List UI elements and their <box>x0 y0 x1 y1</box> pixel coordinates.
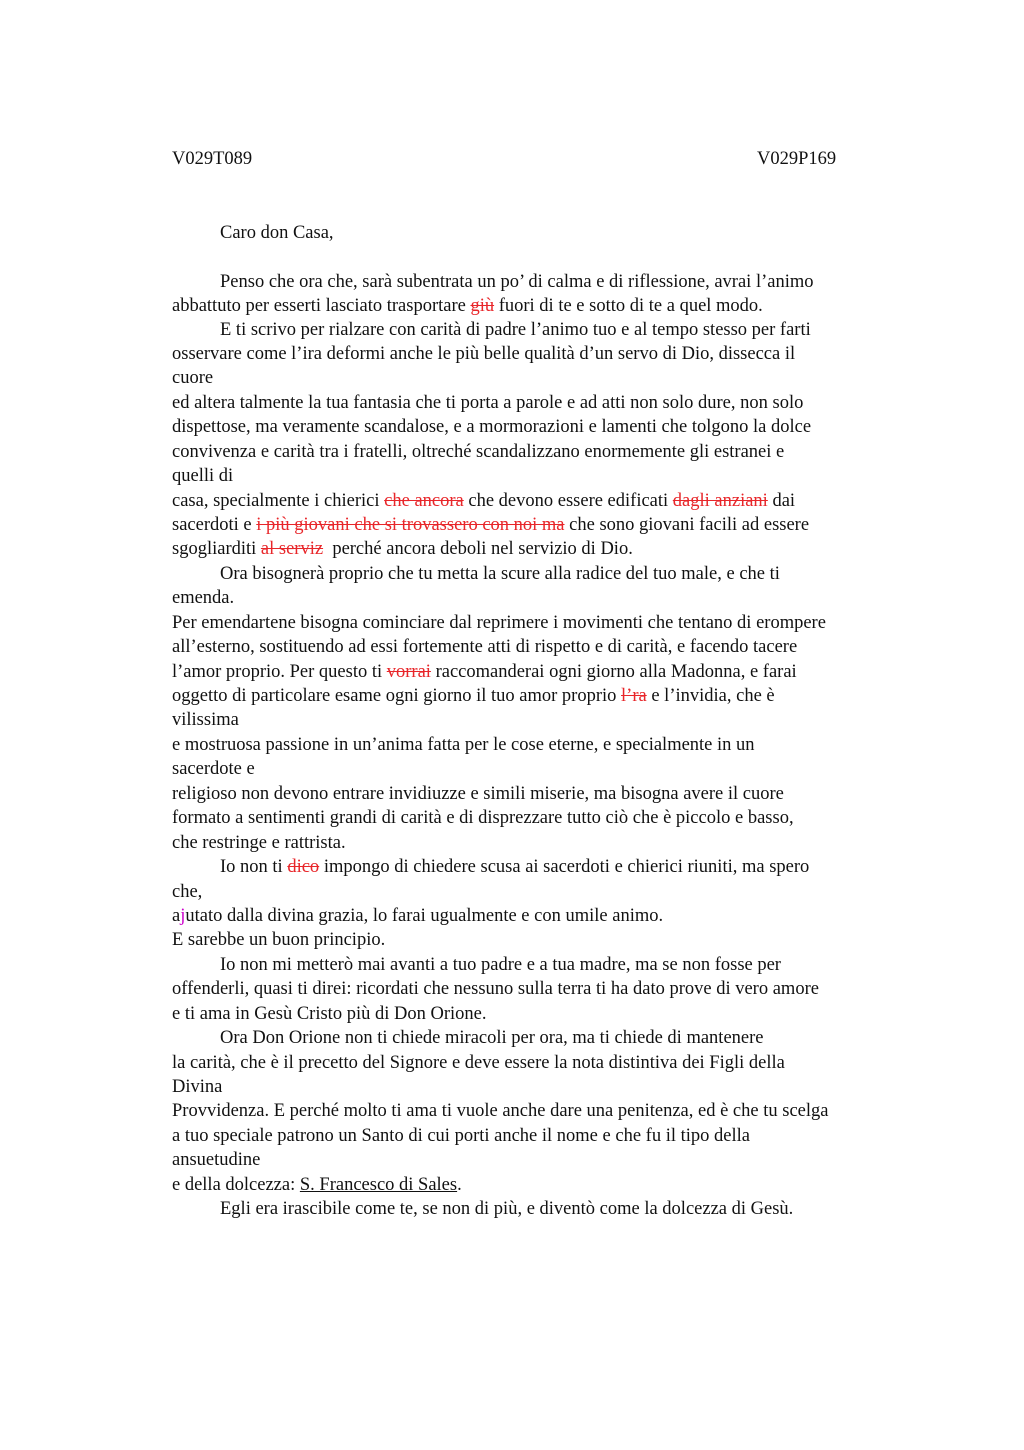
text-run: dispettose, ma veramente scandalose, e a mormorazioni e lamenti che tolgono la dolce <box>172 417 812 437</box>
text-line <box>172 1002 486 1026</box>
text-run: quelli di <box>172 466 234 486</box>
text-run: sacerdoti e <box>172 515 257 535</box>
deleted-text: dico <box>287 857 320 877</box>
text-line <box>172 831 346 855</box>
document-code-left: V029T089 <box>172 149 253 169</box>
text-line <box>172 294 763 318</box>
text-line <box>172 928 385 952</box>
text-run: emenda. <box>172 588 235 608</box>
deleted-text: che ancora <box>384 491 464 511</box>
text-line <box>172 1075 222 1099</box>
text-line <box>172 391 803 415</box>
deleted-text: giù <box>470 296 495 316</box>
text-run: offenderli, quasi ti direi: ricordati che nessuno sulla terra ti ha dato prove di vero amore <box>172 979 819 999</box>
text-line <box>220 953 781 977</box>
text-line <box>220 318 811 342</box>
text-run: perché ancora deboli nel servizio di Dio. <box>323 539 633 559</box>
text-run: che restringe e rattrista. <box>172 833 346 853</box>
text-line <box>172 1099 828 1123</box>
text-run: Penso che ora che, sarà subentrata un po’ di calma e di riflessione, avrai l’animo <box>220 272 814 292</box>
text-run: ansuetudine <box>172 1150 261 1170</box>
text-line <box>172 366 213 390</box>
text-run: Ora bisognerà proprio che tu metta la scure alla radice del tuo male, e che ti <box>220 564 780 584</box>
text-line <box>172 977 819 1001</box>
text-line <box>172 611 826 635</box>
text-line <box>172 806 794 830</box>
text-run: Per emendartene bisogna cominciare dal reprimere i movimenti che tentano di erompere <box>172 613 826 633</box>
text-line <box>172 489 795 513</box>
text-line <box>172 415 811 439</box>
text-run: ed altera talmente la tua fantasia che ti porta a parole e ad atti non solo dure, non solo <box>172 393 804 413</box>
text-run: cuore <box>172 368 214 388</box>
text-line <box>172 1051 785 1075</box>
deleted-text: dagli anziani <box>672 491 768 511</box>
text-run: Io non mi metterò mai avanti a tuo padre e a tua madre, ma se non fosse per <box>220 955 781 975</box>
text-run: sacerdote e <box>172 759 255 779</box>
text-line <box>220 562 780 586</box>
text-run: convivenza e carità tra i fratelli, oltreché scandalizzano enormemente gli estranei e <box>172 442 785 462</box>
text-line <box>172 635 797 659</box>
document-code-right: V029P169 <box>757 149 837 169</box>
text-line <box>172 880 202 904</box>
text-run: abbattuto per esserti lasciato trasportare <box>172 296 471 316</box>
text-run: formato a sentimenti grandi di carità e di disprezzare tutto ciò che è piccolo e basso, <box>172 808 794 828</box>
text-run: fuori di te e sotto di te a quel modo. <box>494 296 763 316</box>
text-run: l’amor proprio. Per questo ti <box>172 662 387 682</box>
text-run: E sarebbe un buon principio. <box>172 930 386 950</box>
text-line <box>172 684 775 708</box>
text-run: Ora Don Orione non ti chiede miracoli per ora, ma ti chiede di mantenere <box>220 1028 764 1048</box>
text-line <box>172 537 633 561</box>
text-line <box>172 440 784 464</box>
text-line <box>172 586 234 610</box>
text-run: osservare come l’ira deformi anche le più belle qualità d’un servo di Dio, dissecca il <box>172 344 796 364</box>
text-line <box>220 1026 763 1050</box>
text-run: impongo di chiedere scusa ai sacerdoti e chierici riuniti, ma spero <box>319 857 810 877</box>
deleted-text: vorrai <box>386 662 431 682</box>
text-run: raccomanderai ogni giorno alla Madonna, e farai <box>430 662 797 682</box>
text-run: che, <box>172 882 203 902</box>
text-run: all’esterno, sostituendo ad essi fortemente atti di rispetto e di carità, e facendo tacere <box>172 637 798 657</box>
text-run: oggetto di particolare esame ogni giorno il tuo amor proprio <box>172 686 622 706</box>
text-run: casa, specialmente i chierici <box>172 491 385 511</box>
inserted-text: j <box>180 906 186 926</box>
text-line <box>172 513 809 537</box>
text-line <box>172 757 255 781</box>
text-run: a tuo speciale patrono un Santo di cui porti anche il nome e che fu il tipo della <box>172 1126 750 1146</box>
text-run: vilissima <box>172 710 239 730</box>
text-run: Divina <box>172 1077 223 1097</box>
deleted-text: al serviz <box>260 539 324 559</box>
text-run: che sono giovani facili ad essere <box>564 515 810 535</box>
text-run: Io non ti <box>220 857 288 877</box>
text-run: e l’invidia, che è <box>646 686 775 706</box>
deleted-text: l’ra <box>621 686 647 706</box>
text-run: dai <box>767 491 796 511</box>
text-run: E ti scrivo per rialzare con carità di padre l’animo tuo e al tempo stesso per farti <box>220 320 811 340</box>
text-run: Egli era irascibile come te, se non di più, e diventò come la dolcezza di Gesù. <box>220 1199 794 1219</box>
text-run: la carità, che è il precetto del Signore e deve essere la nota distintiva dei Figli della <box>172 1053 785 1073</box>
text-run: e della dolcezza: <box>172 1175 300 1195</box>
text-line <box>172 342 795 366</box>
text-run: a <box>172 906 181 926</box>
text-run: utato dalla divina grazia, lo farai ugualmente e con umile animo. <box>185 906 664 926</box>
text-line <box>172 1148 260 1172</box>
text-line <box>172 733 755 757</box>
text-run: religioso non devono entrare invidiuzze e simili miserie, ma bisogna avere il cuore <box>172 784 784 804</box>
text-line <box>220 1197 793 1221</box>
text-run: e mostruosa passione in un’anima fatta per le cose eterne, e specialmente in un <box>172 735 755 755</box>
text-line <box>172 464 233 488</box>
text-line <box>172 782 784 806</box>
text-line <box>172 660 797 684</box>
text-run: e ti ama in Gesù Cristo più di Don Orione. <box>172 1004 487 1024</box>
text-line <box>172 904 663 928</box>
deleted-text: i più giovani che si trovassero con noi ma <box>256 515 565 535</box>
saint-name: S. Francesco di Sales <box>299 1175 458 1195</box>
text-run: che devono essere edificati <box>463 491 673 511</box>
letter-greeting: Caro don Casa, <box>220 223 334 243</box>
text-line <box>172 1124 750 1148</box>
text-run: . <box>457 1175 462 1195</box>
text-line <box>220 855 809 879</box>
text-run: sgogliarditi <box>172 539 261 559</box>
text-line <box>172 1173 462 1197</box>
text-run: Provvidenza. E perché molto ti ama ti vuole anche dare una penitenza, ed è che tu scelga <box>172 1101 829 1121</box>
text-line <box>220 270 814 294</box>
text-line <box>172 708 239 732</box>
